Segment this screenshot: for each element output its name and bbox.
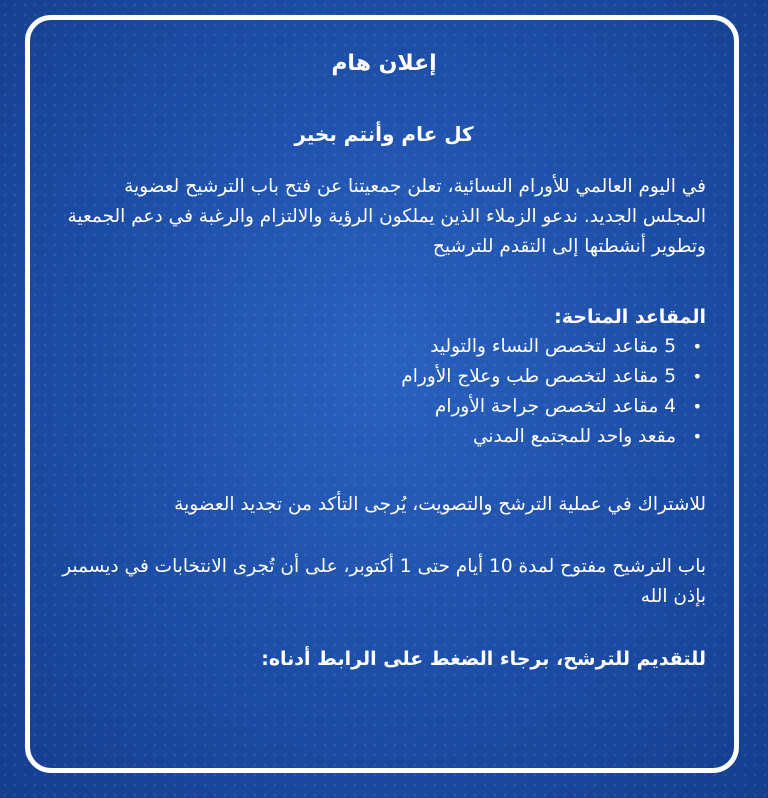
seat-item-text: 5 مقاعد لتخصص النساء والتوليد [430, 336, 676, 357]
seats-list [62, 332, 706, 452]
seat-item [62, 332, 706, 362]
bullet-icon: • [692, 367, 702, 386]
seats-heading: المقاعد المتاحة: [554, 306, 706, 328]
seat-item [62, 362, 706, 392]
announcement-content [62, 40, 706, 674]
seat-item-text: 4 مقاعد لتخصص جراحة الأورام [434, 396, 676, 417]
membership-note: للاشتراك في عملية الترشح والتصويت، يُرجى التأكد من تجديد العضوية [174, 494, 706, 515]
apply-note: للتقديم للترشح، برجاء الضغط على الرابط أدناه: [261, 648, 706, 670]
bullet-icon: • [692, 427, 702, 446]
bullet-icon: • [692, 397, 702, 416]
intro-paragraph: في اليوم العالمي للأورام النسائية، تعلن جمعيتنا عن فتح باب الترشيح لعضوية المجلس الجديد. ندعو الزملاء الذين يملكون الرؤية والالتزام والرغبة في دعم الجمعية وتطوير أنشطتها إلى التقدم للترشيح [67, 176, 706, 257]
greeting-heading: كل عام وأنتم بخير [294, 122, 474, 146]
seat-item [62, 422, 706, 452]
seat-item-text: مقعد واحد للمجتمع المدني [472, 426, 676, 447]
schedule-note: باب الترشيح مفتوح لمدة 10 أيام حتى 1 أكتوبر، على أن تُجرى الانتخابات في ديسمبر بإذن الله [62, 556, 706, 607]
announcement-title: إعلان هام [331, 51, 437, 76]
seat-item-text: 5 مقاعد لتخصص طب وعلاج الأورام [401, 366, 676, 387]
bullet-icon: • [692, 337, 702, 356]
seat-item [62, 392, 706, 422]
